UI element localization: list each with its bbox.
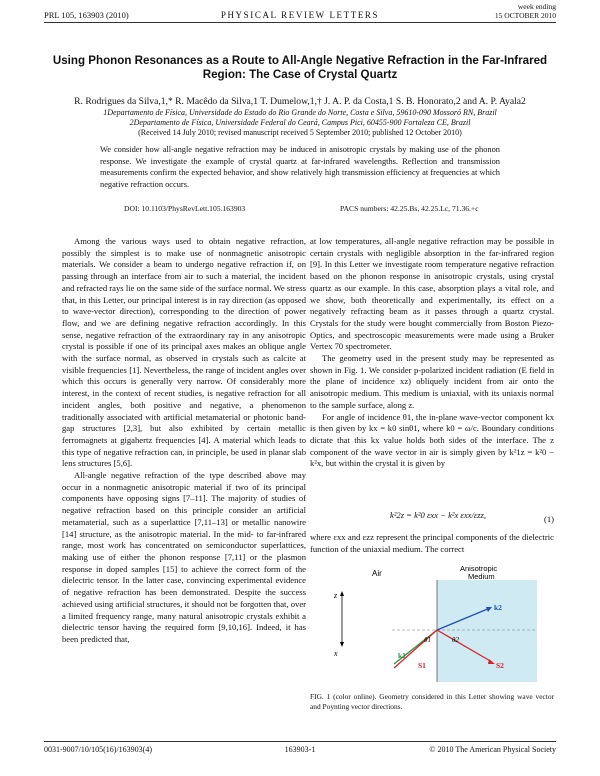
label-air: Air (372, 569, 382, 578)
issue-date (495, 2, 556, 20)
equation-body: k²2z = k²0 εxx − k²x εxx/εzz, (390, 510, 487, 520)
page-number: 163903-1 (284, 745, 316, 754)
affiliations (44, 108, 556, 128)
paper-title: Using Phonon Resonances as a Route to All-Angle Negative Refraction in the Far-Infrared Region: The Case of Crystal Quartz (52, 54, 548, 81)
week-date: 15 OCTOBER 2010 (494, 11, 556, 20)
s2-label: S2 (496, 661, 504, 670)
copyright: © 2010 The American Physical Society (429, 745, 556, 754)
week-label: week ending (517, 2, 556, 11)
received-dates: (Received 14 July 2010; revised manuscript received 5 September 2010; published 12 October 2010) (138, 128, 462, 137)
pacs-numbers: PACS numbers: 42.25.Bs, 42.25.Lc, 71.36.+c (340, 204, 479, 213)
z-axis-label: z (334, 591, 338, 600)
paragraph: For angle of incidence θ1, the in-plane wave-vector component kx is then given by kx = k0 sinθ1, where k0 = ω/c. Boundary conditions dictate that this kx value holds both sides of the interface. The z component of the wave vector in air is simply given by k²1z = k²0 − k²x, but within the crystal it is given by (310, 411, 554, 469)
x-axis-label: x (334, 649, 338, 658)
footer-code: 0031-9007/10/105(16)/163903(4) (44, 745, 152, 754)
theta1-label: θ1 (424, 636, 431, 644)
label-medium-line1: Anisotropic (460, 564, 498, 573)
z-axis-arrow-icon (340, 591, 344, 596)
journal-citation: PRL 105, 163903 (2010) (44, 10, 129, 20)
k2-label: k2 (494, 603, 502, 612)
label-medium-line2: Medium (468, 572, 495, 581)
paragraph: where εxx and εzz represent the principal components of the dielectric function of the uniaxial medium. The correct (310, 532, 554, 554)
figure-1-caption: FIG. 1 (color online). Geometry considered in this Letter showing wave vector and Poynting vector directions. (310, 692, 554, 711)
geometry-diagram (332, 564, 542, 682)
figure-1 (332, 564, 542, 682)
x-axis-arrow-icon (340, 642, 344, 647)
left-column (62, 236, 306, 646)
k1-label: k1 (398, 651, 406, 660)
affiliation-1: 1Departamento de Física, Universidade do Estado do Rio Grande do Norte, Costa e Silva, 59610-090 Mossoró RN, Brazil (103, 108, 497, 117)
doi-link[interactable]: DOI: 10.1103/PhysRevLett.105.163903 (124, 204, 246, 213)
header-rule (44, 22, 556, 23)
paragraph: at low temperatures, all-angle negative refraction may be possible in certain crystals with negligible absorption in the far-infrared region [9]. In this Letter we investigate room temperature negative refraction based on the phonon response in anisotropic crystals, using crystal quartz as our example. In this case, absorption plays a vital role, and we show, both theoretically and experimentally, its effect on a negatively refracting beam as it passes through a quartz crystal. Crystals for the study were bought commercially from Boston Piezo-Optics, and spectroscopic measurements were made using a Bruker Vertex 70 spectrometer. (310, 236, 554, 352)
paragraph: Among the various ways used to obtain negative refraction, possibly the simplest is to make use of nonmagnetic anisotropic materials. We consider a beam to undergo negative refraction if, on passing through an interface from air to such a material, the incident and refracted rays lie on the same side of the surface normal. We stress that, in this Letter, our principal interest is in ray direction (as opposed to wave-vector direction), corresponding to the direction of power flow, and we are defining negative refraction accordingly. In this sense, negative refraction of the extraordinary ray in any anisotropic crystal is possible if one of its principal axes makes an oblique angle with the surface normal, as observed in crystals such as calcite at visible frequencies [1]. Nevertheless, the range of incident angles over which this occurs is generally very narrow. Of considerably more interest, in the context of recent studies, is negative refraction for all incident angles, both positive and negative, a phenomenon traditionally associated with artificial metamaterial or photonic band-gap structures [2,3], but also exhibited by certain metallic ferromagnets at gigahertz frequencies [4]. A material which leads to this type of negative refraction can, in principle, be used in planar slab lens structures [5,6]. (62, 236, 306, 469)
journal-name: PHYSICAL REVIEW LETTERS (220, 10, 380, 20)
paragraph: All-angle negative refraction of the type described above may occur in a nonmagnetic anisotropic material if two of its principal components have opposing signs [7–11]. The majority of studies of negative refraction based on this principle consider an artificial metamaterial, such as a superlattice [7,11–13] or metallic nanowire [14] structure, as the anisotropic material. In the mid- to far-infrared range, most work has concentrated on semiconductor superlattices, making use of either the phonon response [7,11] or the plasmon response in doped samples [15] to achieve the correct form of the dielectric tensor. In the latter case, convincing experimental evidence of negative refraction has been demonstrated. Despite the success achieved using artificial structures, it should not be forgotten that, over a limited frequency range, many natural anisotropic crystals exhibit a dielectric tensor having the required form [9,10,16]. Indeed, it has been predicted that, (62, 470, 306, 644)
abstract: We consider how all-angle negative refraction may be induced in anisotropic crystals by making use of the phonon response. We investigate the example of crystal quartz at far-infrared wavelengths. Reflection and transmission measurements confirm the expected behavior, and show relatively high transmission efficiency at frequencies at which negative refraction occurs. (100, 145, 500, 189)
footer-rule (44, 741, 556, 742)
theta2-label: θ2 (452, 636, 459, 644)
s1-label: S1 (418, 661, 426, 670)
right-column (310, 236, 554, 470)
author-list: R. Rodrigues da Silva,1,* R. Macêdo da Silva,1 T. Dumelow,1,† J. A. P. da Costa,1 S. B. Honorato,2 and A. P. Ayala2 (74, 96, 526, 107)
affiliation-2: 2Departamento de Física, Universidade Federal do Ceará, Campus Pici, 60455-900 Fortaleza CE, Brazil (129, 118, 471, 127)
equation-number: (1) (543, 514, 554, 524)
anisotropic-medium-region (437, 580, 537, 682)
paragraph: The geometry used in the present study may be represented as shown in Fig. 1. We consider p-polarized incident radiation (E field in the plane of incidence xz) obliquely incident from air onto the anisotropic medium. This medium is uniaxial, with its uniaxis normal to the sample surface, along z. (310, 353, 554, 410)
